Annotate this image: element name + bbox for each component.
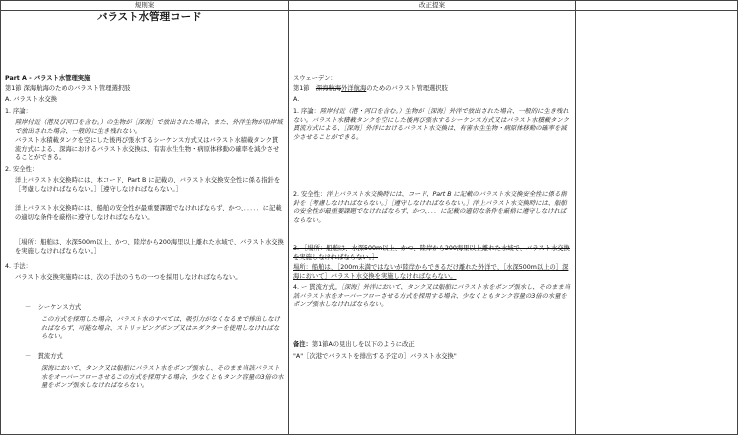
country-label: スウェーデン：: [293, 75, 337, 82]
paragraph: バラスト水積載タンクを空にした後再び張水するシーケンス方式又はバラスト水積載タンク貫流方式による、深海におけるバラスト水交換は、有害水生生物・病原体移動の確率を減少させることができる。: [15, 137, 280, 162]
item-label: 4. 手法：: [5, 263, 32, 270]
header-middle: 改正提案: [289, 1, 575, 11]
middle-column: [289, 11, 575, 434]
subsection-heading: A.: [293, 96, 300, 103]
paragraph: 2. 安全性：洋上バラスト水交換時には、コード、Part B に記載のバラスト水交換安全性に係る指針を［考慮しなければならない。］［遵守しなければならない。］洋上バラスト水交換時には、船舶の安全性が最重要課題でなければならず、かつ、．．．に記載の適切な条件を厳格に遵守しなければならない。: [293, 191, 567, 224]
deleted-text: 深海航海: [315, 85, 342, 92]
inserted-text: 外洋航海: [341, 85, 367, 92]
part-heading: Part A - バラスト水管理実施: [5, 75, 91, 82]
paragraph: 陸岸付近（港及び河口を含む。）の生物が［深海］で放出された場合、また、外洋生物が沿岸域で放出された場合、一般的に生き残れない。: [15, 119, 283, 135]
paragraph: この方式を採用した場合、バラスト水のすべては、吸引力がなくなるまで排出しなければならず、可能な場合、ストリッピングポンプ又はエダクターを使用しなければならない。: [41, 316, 280, 341]
section-heading: 第1節 深海航海外洋航海のためのバラスト管理選択肢: [293, 85, 448, 92]
paragraph: 洋上バラスト水交換時には、本コード、Part B に記載の、バラスト水交換安全性に係る指針を［考慮しなければならない。］［遵守しなければならない。］: [15, 177, 281, 193]
paragraph: 深海において、タンク又は船舶にバラスト水をポンプ張水し、そのまま当該バラスト水をオーバーフローさせるこの方式を採用する場合、少なくともタンク容量の3倍の水量をポンプ張水しなければならない。: [41, 365, 284, 390]
subsection-heading: A. バラスト水交換: [5, 96, 58, 103]
paragraph: 1. 序論：陸岸付近（港・河口を含む。）生物が［深海］外洋で放出された場合、一般的に生き残れない。バラスト水積載タンクを空にした後再び張水するシーケンス方式又はバラスト水積載タンク貫流方式による、［深海］外洋におけるバラスト水交換は、有害水生生物・病原体移動の確率を減少させることができる。: [293, 108, 569, 141]
section-heading: 第1節 深海航海のためのバラスト管理選択肢: [5, 85, 131, 92]
note: 备注：第1節Aの見出しを以下のように改正: [293, 341, 415, 348]
method-label: － 貫流方式: [25, 353, 63, 360]
inserted-text: 場所：船舶は、［200m未満ではないが陸岸からできるだけ離れた外洋で、［水深500m以上の］深海において］バラスト水交換を実施しなければならない。: [293, 264, 569, 280]
item-label: 2. 安全性：: [5, 166, 39, 173]
document-title: バラスト水管理コード: [97, 11, 202, 23]
header-left: 規則案: [1, 1, 288, 11]
deleted-text: 3. ［場所：船舶は、水深500m以上、かつ、陸岸から200海里以上離れた水域で、バラスト水交換を実施しなければならない。］: [293, 245, 570, 261]
item-label: 1. 序論：: [5, 108, 32, 115]
note-quote: "A"［次港でバラストを排出する予定の］バラスト水交換": [293, 353, 457, 360]
paragraph: バラスト水交換実施時には、次の手法のうちの一つを採用しなければならない。: [15, 274, 242, 281]
left-column: [1, 11, 288, 434]
right-column: [576, 11, 737, 434]
method-label: － シーケンス方式: [25, 304, 82, 311]
paragraph: 4. ー 貫流方式。［深海］外洋において、タンク又は船舶にバラスト水をポンプ張水し、そのまま当該バラスト水をオーバーフローさせる方式を採用する場合、少なくともタンク容量の3倍の水量をポンプ張水しなければならない。: [293, 284, 571, 309]
paragraph: ［場所：船舶は、水深500m以上、かつ、陸岸から200海里以上離れた水域で、バラスト水交換を実施しなければならない。］: [15, 239, 284, 255]
header-right: [576, 1, 737, 11]
paragraph: 洋上バラスト水交換時には、船舶の安全性が最重要課題でなければならず、かつ、．．．．．に記載の適切な条件を厳格に遵守しなければならない。: [15, 205, 282, 221]
